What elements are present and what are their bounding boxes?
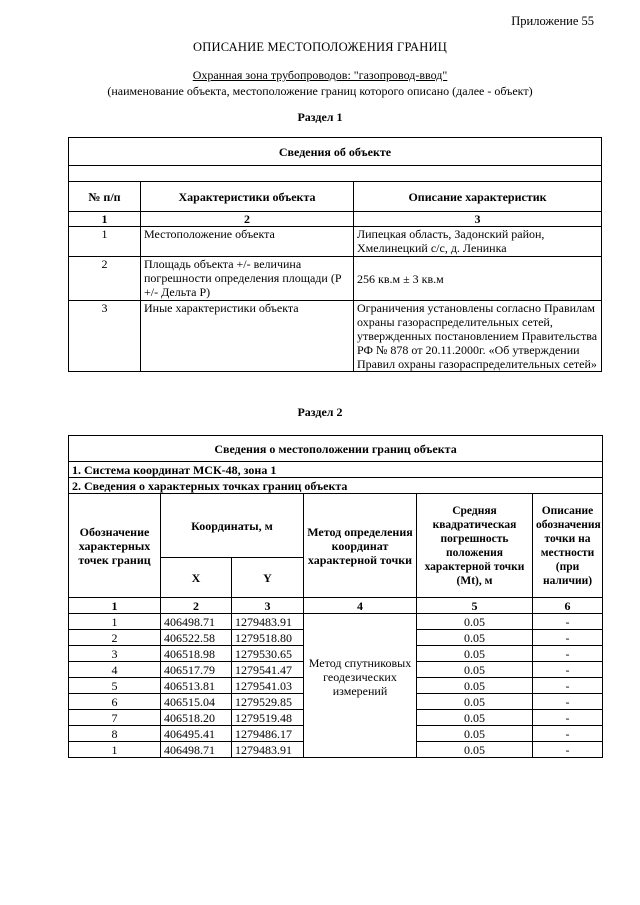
- point-id: 4: [69, 662, 161, 678]
- point-y: 1279541.47: [232, 662, 304, 678]
- point-id: 1: [69, 742, 161, 758]
- point-error: 0.05: [417, 614, 533, 630]
- point-desc: -: [533, 614, 603, 630]
- point-y: 1279529.85: [232, 694, 304, 710]
- table-row: [69, 227, 602, 257]
- col-header-coords: Координаты, м: [161, 494, 304, 558]
- section2-title: Раздел 2: [297, 405, 343, 419]
- coord-system-row: 1. Система координат МСК-48, зона 1: [69, 462, 603, 478]
- row-description: 256 кв.м ± 3 кв.м: [354, 257, 602, 301]
- col-header-description: Описание характеристик: [354, 182, 602, 212]
- point-y: 1279486.17: [232, 726, 304, 742]
- point-desc: -: [533, 694, 603, 710]
- point-x: 406518.98: [161, 646, 232, 662]
- point-desc: -: [533, 710, 603, 726]
- points-info-row: 2. Сведения о характерных точках границ объекта: [69, 478, 603, 494]
- point-desc: -: [533, 726, 603, 742]
- point-y: 1279519.48: [232, 710, 304, 726]
- point-id: 6: [69, 694, 161, 710]
- point-x: 406498.71: [161, 614, 232, 630]
- row-number: 1: [69, 227, 141, 257]
- point-x: 406513.81: [161, 678, 232, 694]
- point-y: 1279483.91: [232, 742, 304, 758]
- col-header-method: Метод определения координат характерной точки: [304, 494, 417, 598]
- row-number: 2: [69, 257, 141, 301]
- point-x: 406517.79: [161, 662, 232, 678]
- row-description: Липецкая область, Задонский район, Хмелинецкий с/с, д. Ленинка: [354, 227, 602, 257]
- point-y: 1279530.65: [232, 646, 304, 662]
- point-x: 406518.20: [161, 710, 232, 726]
- point-error: 0.05: [417, 694, 533, 710]
- col-number-3: 3: [232, 598, 304, 614]
- col-header-y: Y: [232, 558, 304, 598]
- col-number-1: 1: [69, 598, 161, 614]
- point-id: 2: [69, 630, 161, 646]
- point-desc: -: [533, 646, 603, 662]
- row-description: Ограничения установлены согласно Правилам охраны газораспределительных сетей, утвержденных постановлением Правительства РФ № 878 от 20.11.2000г. «Об утверждении Правил охраны газораспределительных сетей»: [354, 301, 602, 372]
- row-characteristic: Площадь объекта +/- величина погрешности определения площади (Р +/- Дельта Р): [141, 257, 354, 301]
- table-row: [69, 301, 602, 372]
- col-header-characteristic: Характеристики объекта: [141, 182, 354, 212]
- point-id: 1: [69, 614, 161, 630]
- col-number-5: 5: [417, 598, 533, 614]
- col-header-point: Обозначение характерных точек границ: [69, 494, 161, 598]
- col-header-desc: Описание обозначения точки на местности (при наличии): [533, 494, 603, 598]
- point-y: 1279483.91: [232, 614, 304, 630]
- col-header-x: X: [161, 558, 232, 598]
- point-x: 406522.58: [161, 630, 232, 646]
- table-row: [69, 614, 603, 630]
- point-x: 406498.71: [161, 742, 232, 758]
- page-title: ОПИСАНИЕ МЕСТОПОЛОЖЕНИЯ ГРАНИЦ: [193, 40, 447, 54]
- point-y: 1279541.03: [232, 678, 304, 694]
- point-id: 5: [69, 678, 161, 694]
- boundary-points-table: [68, 435, 603, 758]
- col-number-6: 6: [533, 598, 603, 614]
- col-number-3: 3: [354, 212, 602, 227]
- row-characteristic: Местоположение объекта: [141, 227, 354, 257]
- table-row: [69, 257, 602, 301]
- object-name: [0, 68, 640, 83]
- object-info-table-title: Сведения об объекте: [69, 138, 602, 166]
- col-header-num: № п/п: [69, 182, 141, 212]
- col-number-2: 2: [161, 598, 232, 614]
- appendix-label: Приложение 55: [511, 14, 594, 28]
- point-error: 0.05: [417, 678, 533, 694]
- point-id: 3: [69, 646, 161, 662]
- point-error: 0.05: [417, 710, 533, 726]
- point-x: 406515.04: [161, 694, 232, 710]
- method-cell: Метод спутниковых геодезических измерений: [304, 614, 417, 758]
- point-y: 1279518.80: [232, 630, 304, 646]
- point-error: 0.05: [417, 742, 533, 758]
- object-note: (наименование объекта, местоположение границ которого описано (далее - объект): [107, 84, 533, 98]
- boundary-table-title: Сведения о местоположении границ объекта: [69, 436, 603, 462]
- point-id: 7: [69, 710, 161, 726]
- point-desc: -: [533, 630, 603, 646]
- point-desc: -: [533, 742, 603, 758]
- point-error: 0.05: [417, 646, 533, 662]
- point-desc: -: [533, 662, 603, 678]
- point-error: 0.05: [417, 630, 533, 646]
- point-id: 8: [69, 726, 161, 742]
- row-number: 3: [69, 301, 141, 372]
- point-error: 0.05: [417, 726, 533, 742]
- col-number-2: 2: [141, 212, 354, 227]
- point-x: 406495.41: [161, 726, 232, 742]
- spacer-row: [69, 166, 602, 182]
- section1-title: Раздел 1: [297, 110, 343, 124]
- col-number-1: 1: [69, 212, 141, 227]
- row-characteristic: Иные характеристики объекта: [141, 301, 354, 372]
- object-name-text: Охранная зона трубопроводов: "газопровод-ввод": [192, 68, 448, 82]
- point-error: 0.05: [417, 662, 533, 678]
- object-info-table: [68, 137, 602, 372]
- point-desc: -: [533, 678, 603, 694]
- col-header-error: Средняя квадратическая погрешность положения характерной точки (Mt), м: [417, 494, 533, 598]
- col-number-4: 4: [304, 598, 417, 614]
